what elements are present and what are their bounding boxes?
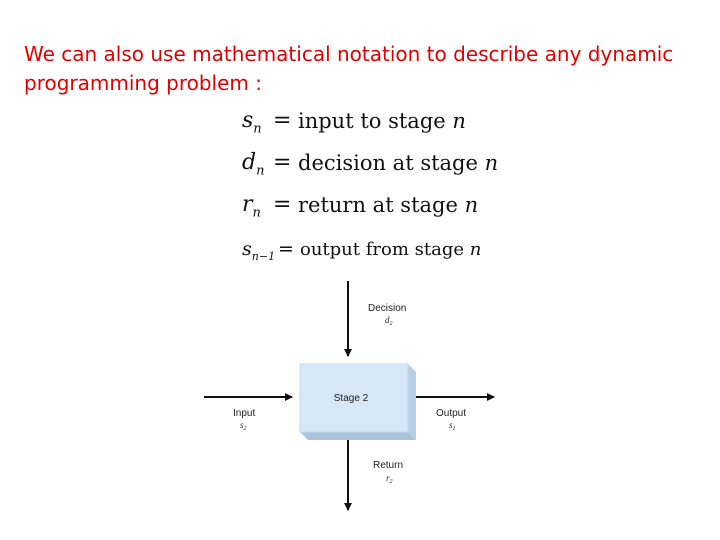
definition-symbol: $s_{n-1}$ (242, 238, 276, 263)
stage-box-side-shadow (408, 364, 416, 440)
definition-symbol: $r_n$ (242, 192, 261, 221)
equals-sign: = (273, 150, 292, 175)
equals-sign: = (273, 108, 292, 133)
input-symbol: $s_2$ (240, 420, 247, 432)
definition-text: return at stage n (298, 193, 479, 217)
definition-symbol: $s_n$ (242, 108, 262, 137)
definition-symbol: $d_n$ (242, 150, 265, 179)
slide-heading: We can also use mathematical notation to describe any dynamic programming problem : (24, 42, 674, 95)
input-label: Input (233, 408, 256, 419)
definition-text: decision at stage n (298, 151, 499, 175)
stage-label: Stage 2 (333, 393, 369, 404)
output-label: Output (436, 408, 467, 419)
stage-box (300, 364, 416, 440)
equals-sign: = (273, 192, 292, 217)
definition-text: input to stage n (298, 109, 466, 133)
decision-symbol: $d_2$ (385, 315, 393, 327)
decision-label: Decision (368, 303, 407, 314)
return-label: Return (373, 460, 404, 471)
definition-text: output from stage n (300, 239, 482, 260)
return-symbol: $r_2$ (386, 473, 393, 485)
output-symbol: $s_1$ (449, 420, 456, 432)
equals-sign: = (278, 238, 294, 260)
stage-box-bottom-shadow (300, 432, 416, 440)
